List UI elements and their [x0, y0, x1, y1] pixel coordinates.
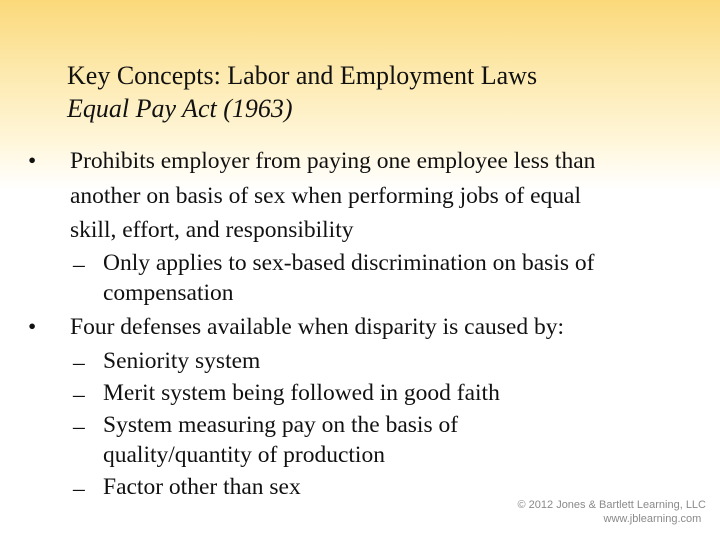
- slide-subtitle: Equal Pay Act (1963): [67, 94, 293, 123]
- sub-bullet-text: Only applies to sex-based discrimination on basis of compensation: [103, 249, 595, 306]
- sub-bullet-item: [73, 346, 708, 376]
- sub-bullet-text: Seniority system: [103, 348, 261, 374]
- sub-bullet-marker: –: [73, 251, 85, 278]
- bullet-text: Prohibits employer from paying one employee less than another on basis of sex when performing jobs of equal skill, effort, and responsibility: [70, 148, 596, 243]
- sub-bullet-text: System measuring pay on the basis of quality/quantity of production: [103, 412, 459, 468]
- bullet-marker: •: [28, 313, 37, 340]
- bullet-item: [28, 310, 708, 345]
- sub-bullet-marker: –: [73, 382, 85, 408]
- copyright-text: © 2012 Jones & Bartlett Learning, LLC: [517, 499, 706, 511]
- sub-bullet-item: [73, 248, 708, 308]
- slide-title: Key Concepts: Labor and Employment Laws: [67, 61, 538, 90]
- sub-bullet-item: [73, 410, 708, 470]
- bullet-text: Four defenses available when disparity is caused by:: [70, 313, 565, 340]
- title-block: [67, 59, 707, 125]
- sub-bullet-text: Factor other than sex: [103, 474, 301, 500]
- bullet-list: [28, 144, 708, 502]
- sub-bullet-marker: –: [73, 350, 85, 376]
- sub-bullet-marker: –: [73, 414, 85, 440]
- sub-bullet-item: [73, 378, 708, 408]
- bullet-item: [28, 144, 708, 248]
- publisher-url: www.jblearning.com: [603, 513, 702, 525]
- bullet-marker: •: [28, 148, 37, 174]
- copyright-notice: [518, 498, 707, 526]
- sub-bullet-text: Merit system being followed in good faith: [103, 380, 500, 406]
- sub-bullet-marker: –: [73, 476, 85, 502]
